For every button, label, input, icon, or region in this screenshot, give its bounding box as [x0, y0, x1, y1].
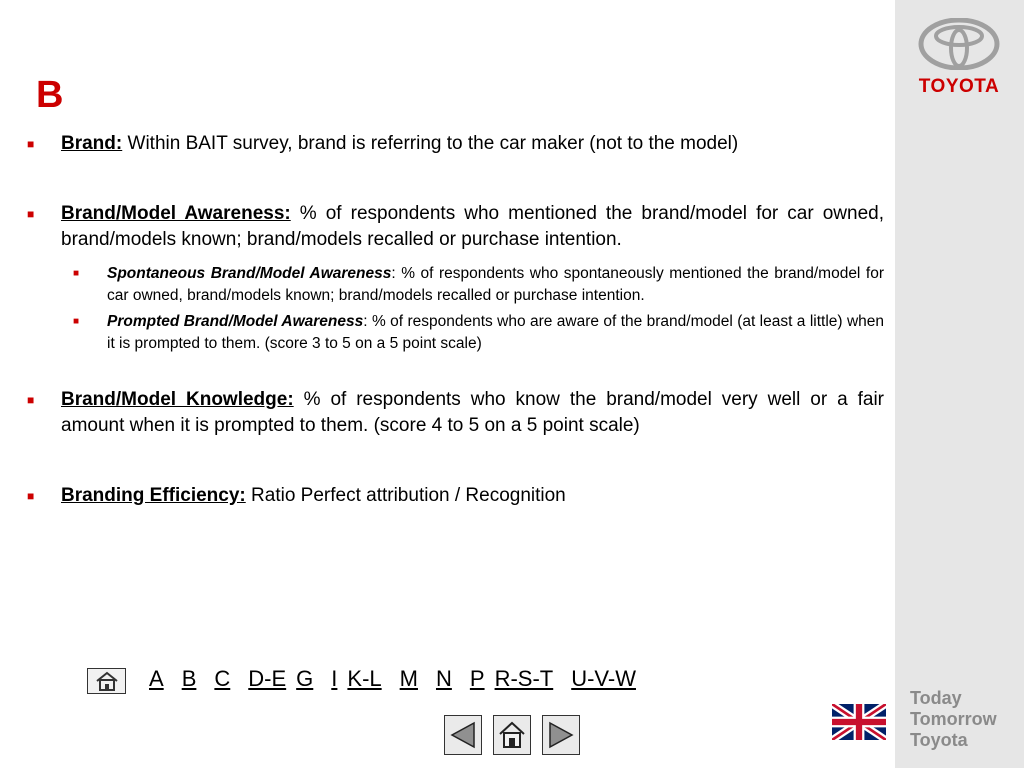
- item-term: Branding Efficiency:: [61, 485, 246, 506]
- subitem-text: : % of respondents who are aware of the brand/model (at least a little) when it is prompted to them. (score 3 to 5 on a 5 point scale): [107, 313, 884, 352]
- nav-link-g[interactable]: G: [296, 666, 314, 691]
- nav-link-p[interactable]: P: [469, 666, 485, 691]
- item-text: Ratio Perfect attribution / Recognition: [245, 485, 566, 506]
- nav-link-r-s-t[interactable]: R-S-T: [494, 666, 554, 691]
- item-term: Brand/Model Awareness:: [61, 203, 291, 224]
- home-icon: [94, 671, 120, 691]
- slide-letter: B: [36, 74, 64, 116]
- next-button[interactable]: [542, 715, 580, 755]
- item-text: Within BAIT survey, brand is referring to the car maker (not to the model): [122, 133, 739, 154]
- nav-link-k-l[interactable]: K-L: [347, 666, 382, 691]
- home-icon: [497, 720, 527, 750]
- nav-link-a[interactable]: A: [149, 666, 164, 691]
- bullet-icon: ■: [73, 268, 80, 279]
- slogan: [910, 688, 997, 751]
- bullet-icon: ■: [27, 393, 35, 407]
- nav-links: [149, 666, 636, 692]
- nav-link-i[interactable]: I: [331, 666, 338, 691]
- sub-list-item: [27, 311, 884, 355]
- slogan-line: Today: [910, 688, 962, 708]
- nav-link-d-e[interactable]: D-E: [248, 666, 287, 691]
- prev-button[interactable]: [444, 715, 482, 755]
- brand-name: TOYOTA: [918, 76, 1000, 97]
- home-control-button[interactable]: [493, 715, 531, 755]
- slogan-line: Toyota: [910, 730, 968, 750]
- nav-link-b[interactable]: B: [181, 666, 197, 691]
- list-item: [27, 131, 884, 157]
- nav-link-u-v-w[interactable]: U-V-W: [571, 666, 636, 691]
- nav-link-n[interactable]: N: [435, 666, 452, 691]
- triangle-left-icon: [448, 720, 478, 750]
- home-button[interactable]: [87, 668, 126, 694]
- subitem-text: : % of respondents who spontaneously mentioned the brand/model for car owned, brand/models known; brand/models recalled or purchase intention.: [107, 265, 884, 304]
- definitions: [27, 131, 884, 509]
- bullet-icon: ■: [27, 207, 35, 221]
- item-text: % of respondents who know the brand/model very well or a fair amount when it is prompted to them. (score 4 to 5 on a 5 point scale): [61, 389, 885, 436]
- uk-flag-icon[interactable]: [832, 704, 886, 740]
- toyota-logo-icon: [918, 18, 1000, 70]
- list-item: [27, 201, 884, 253]
- item-term: Brand:: [61, 133, 123, 154]
- sidebar: [895, 0, 1024, 768]
- nav-link-c[interactable]: C: [214, 666, 231, 691]
- list-item: [27, 483, 884, 509]
- triangle-right-icon: [546, 720, 576, 750]
- bullet-icon: ■: [27, 137, 35, 151]
- sub-list-item: [27, 263, 884, 307]
- bullet-icon: ■: [73, 316, 80, 327]
- subitem-term: Spontaneous Brand/Model Awareness: [107, 265, 392, 282]
- bullet-icon: ■: [27, 489, 35, 503]
- subitem-term: Prompted Brand/Model Awareness: [107, 313, 364, 330]
- list-item: [27, 387, 884, 439]
- item-text: % of respondents who mentioned the brand/model for car owned, brand/models known; brand/models recalled or purchase intention.: [61, 203, 885, 250]
- slogan-line: Tomorrow: [910, 709, 997, 729]
- item-term: Brand/Model Knowledge:: [61, 389, 294, 410]
- nav-link-m[interactable]: M: [399, 666, 418, 691]
